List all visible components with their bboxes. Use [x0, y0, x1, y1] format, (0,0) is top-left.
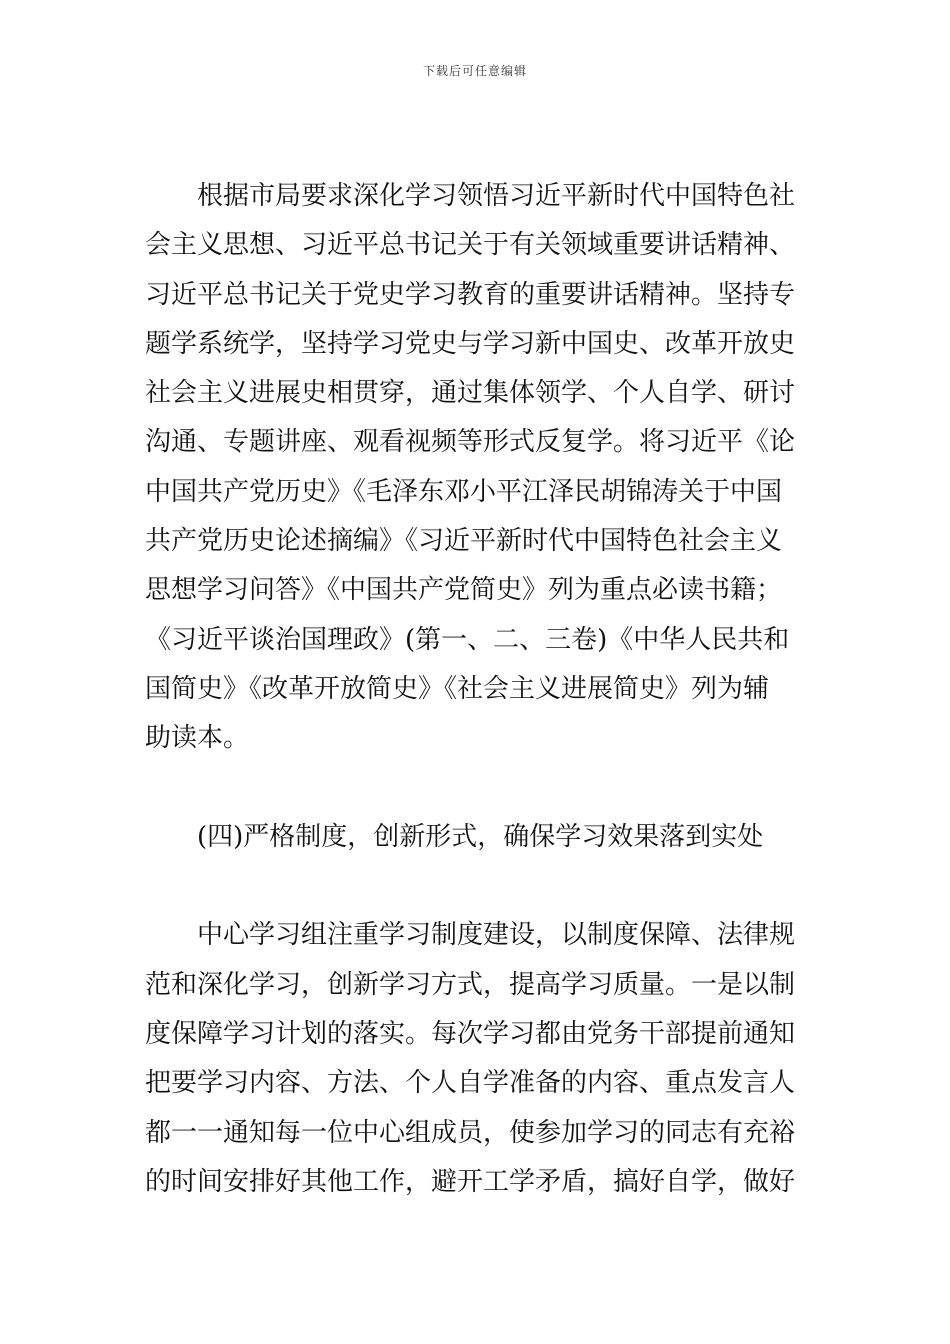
paragraph-line: 国简史》《改革开放简史》《社会主义进展简史》列为辅: [145, 673, 770, 704]
paragraph-line: 中国共产党历史》《毛泽东邓小平江泽民胡锦涛关于中国: [145, 476, 783, 507]
paragraph-line: 助读本。: [145, 723, 250, 754]
page-header: 下载后可任意编辑: [422, 64, 527, 78]
paragraph-line: 的时间安排好其他工作，避开工学矛盾，搞好自学，做好: [145, 1166, 796, 1197]
paragraph-2: [145, 911, 805, 1207]
document-body: [145, 172, 805, 1207]
paragraph-line: 都一一通知每一位中心组成员，使参加学习的同志有充裕: [145, 1117, 796, 1148]
paragraph-line: 度保障学习计划的落实。每次学习都由党务干部提前通知: [145, 1019, 796, 1050]
section-heading: (四)严格制度，创新形式，确保学习效果落到实处: [197, 821, 764, 852]
paragraph-line: 中心学习组注重学习制度建设，以制度保障、法律规: [197, 920, 796, 951]
paragraph-spacer: [145, 862, 805, 911]
paragraph-line: 把要学习内容、方法、个人自学准备的内容、重点发言人: [145, 1068, 796, 1099]
paragraph-line: 共产党历史论述摘编》《习近平新时代中国特色社会主义: [145, 526, 783, 557]
paragraph-1: [145, 172, 805, 764]
paragraph-line: 《习近平谈治国理政》(第一、二、三卷)《中华人民共和: [145, 624, 790, 655]
paragraph-line: 范和深化学习，创新学习方式，提高学习质量。一是以制: [145, 969, 796, 1000]
paragraph-line: 根据市局要求深化学习领悟习近平新时代中国特色社: [197, 181, 796, 211]
paragraph-line: 思想学习问答》《中国共产党简史》列为重点必读书籍；: [145, 575, 783, 606]
paragraph-line: 习近平总书记关于党史学习教育的重要讲话精神。坚持专: [145, 279, 796, 310]
paragraph-line: 会主义思想、习近平总书记关于有关领域重要讲话精神、: [145, 230, 796, 261]
paragraph-line: 社会主义进展史相贯穿，通过集体领学、个人自学、研讨: [145, 378, 796, 409]
paragraph-line: 题学系统学，坚持学习党史与学习新中国史、改革开放史: [145, 328, 796, 359]
paragraph-spacer: [145, 764, 805, 813]
paragraph-line: 沟通、专题讲座、观看视频等形式反复学。将习近平《论: [145, 427, 796, 458]
